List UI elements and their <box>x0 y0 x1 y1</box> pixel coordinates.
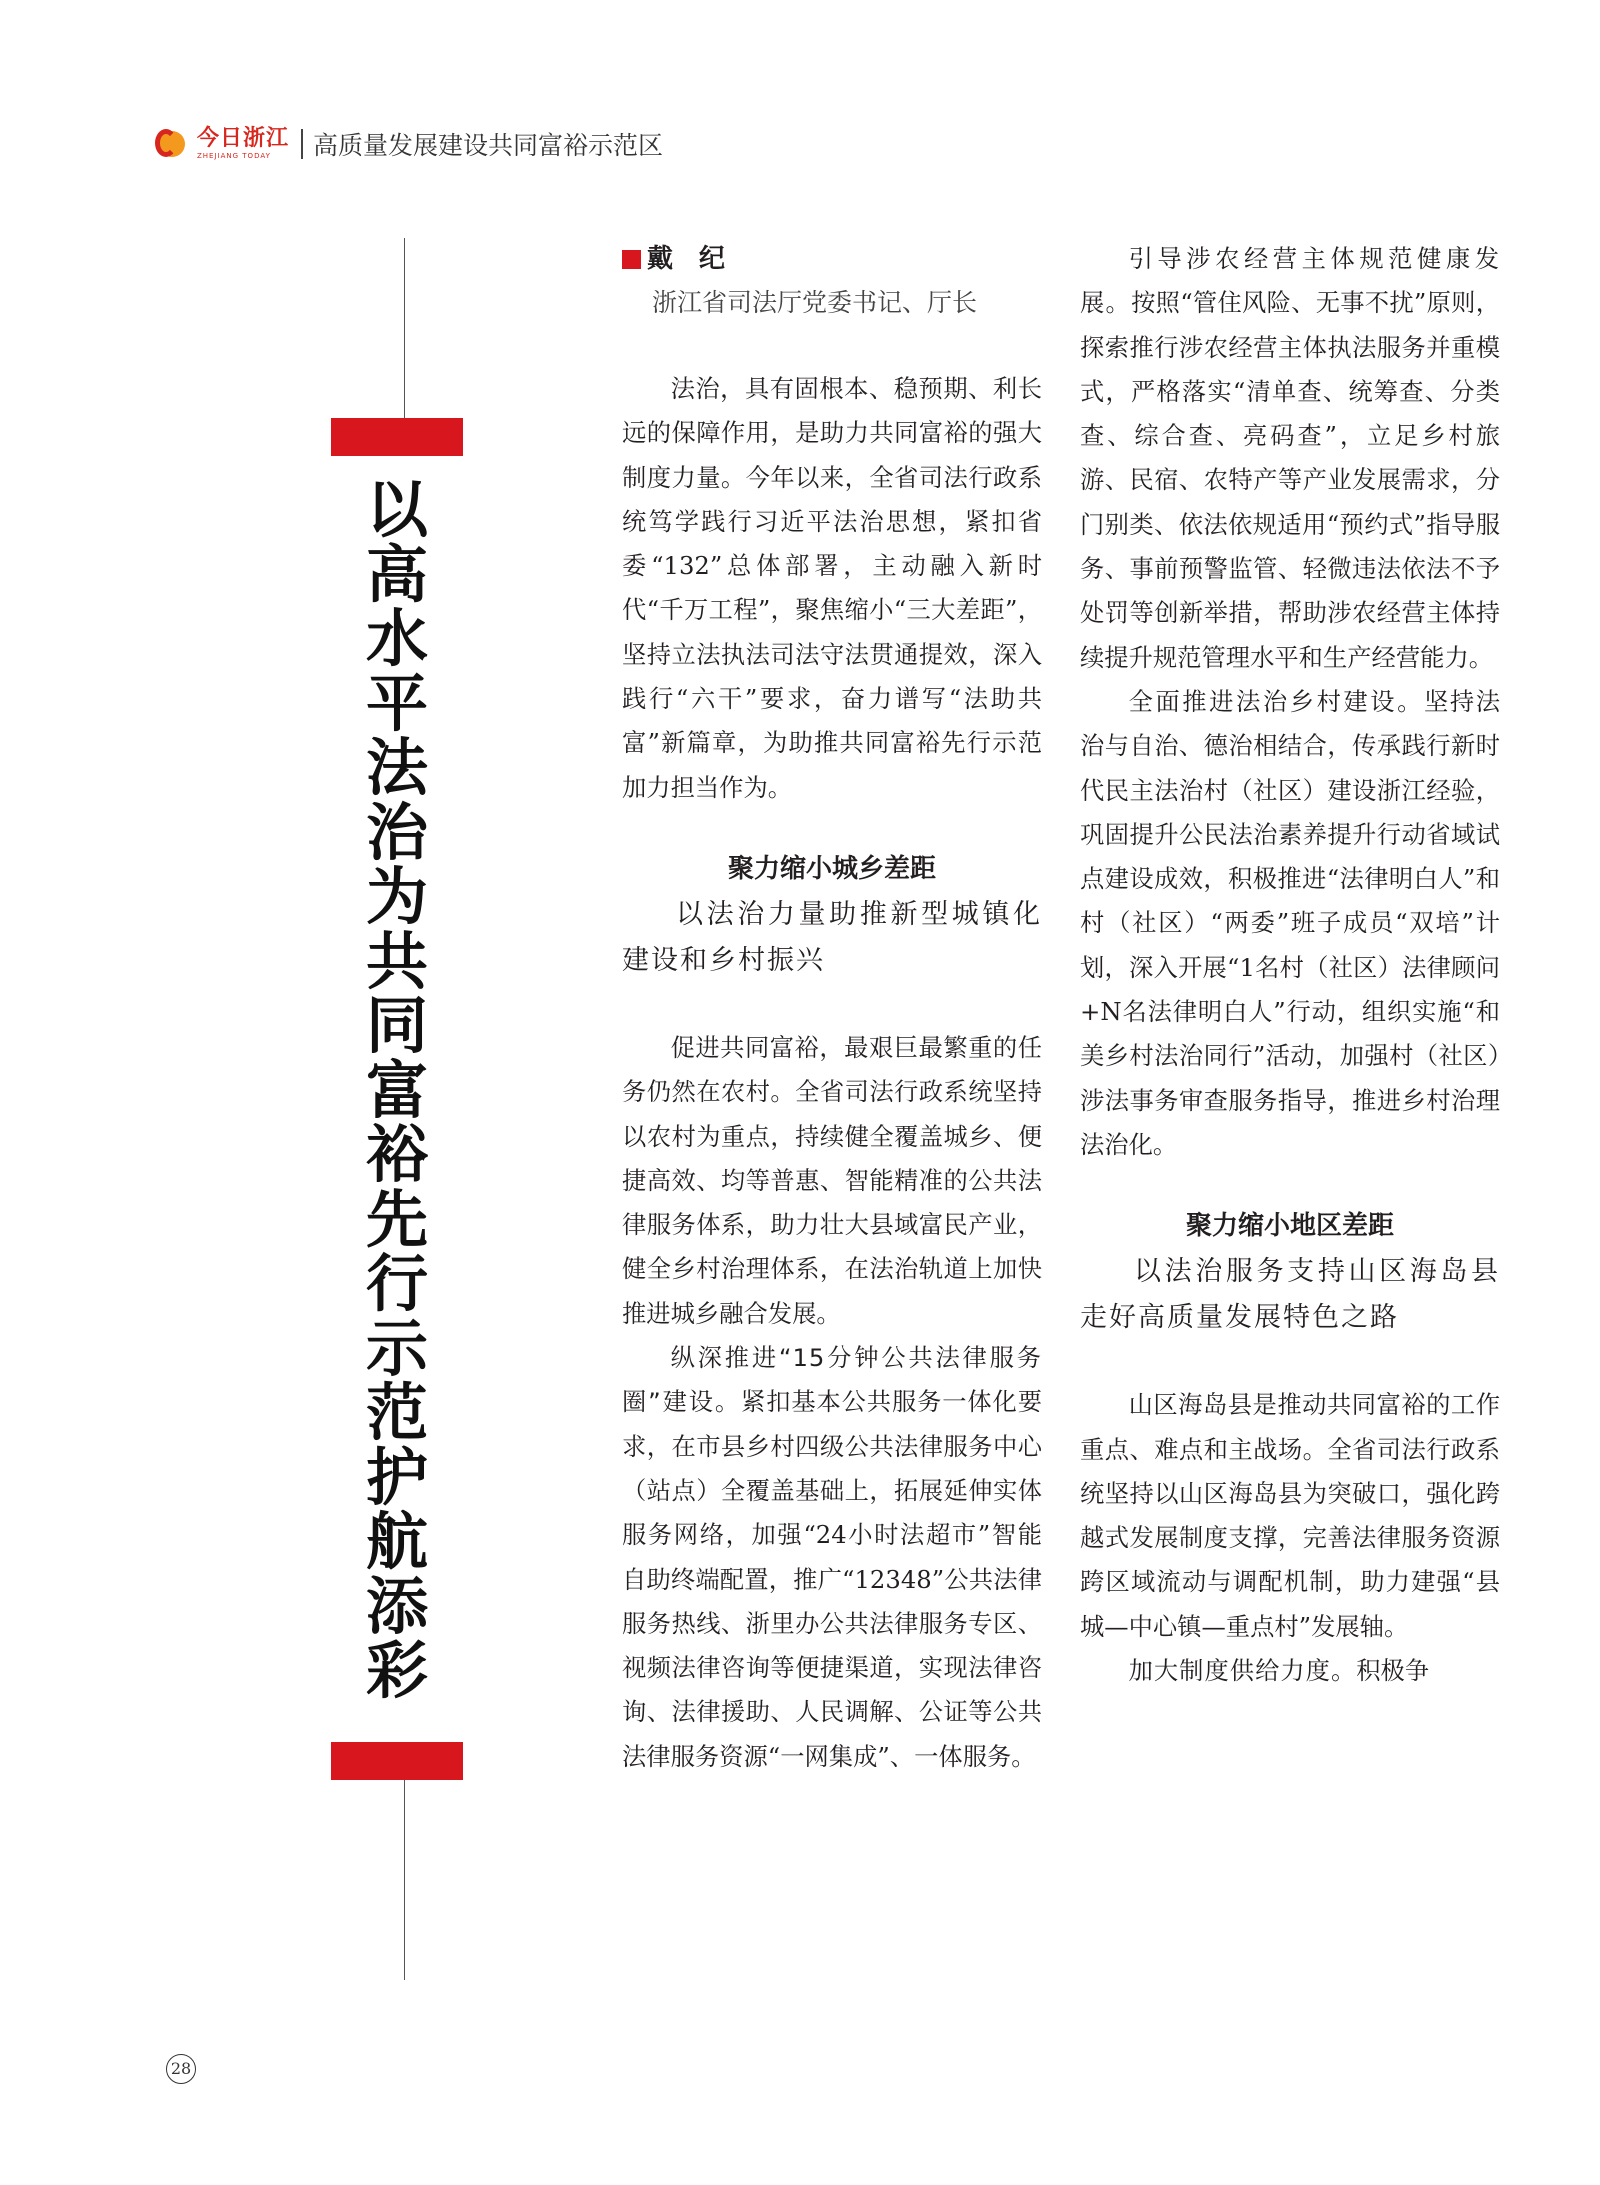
section1-paragraph-3-body: 按照“管住风险、无事不扰”原则，探索推行涉农经营主体执法服务并重模式，严格落实“清单查、统筹查、分类查、综合查、亮码查”，立足乡村旅游、民宿、农特产等产业发展需求，分门别类、依法依规适用“预约式”指导服务、事前预警监管、轻微违法依法不予处罚等创新举措，帮助涉农经营主体持续提升规范管理水平和生产经营能力。 <box>1080 288 1501 672</box>
magazine-header <box>155 120 663 168</box>
title-red-bar-bottom <box>331 1742 463 1780</box>
section1-heading: 聚力缩小城乡差距 <box>727 853 936 884</box>
article-title: 以高水平法治为共同富裕先行示范护航添彩 <box>365 473 428 1707</box>
logo-chinese-name: 今日浙江 <box>197 126 290 151</box>
author-name: 戴 纪 <box>647 244 726 274</box>
logo-english-name: ZHEJIANG TODAY <box>197 152 271 160</box>
author-red-square-icon <box>622 250 641 269</box>
page-number: 28 <box>166 2054 196 2084</box>
text-column-2 <box>1080 193 1500 1693</box>
author-line <box>622 237 1042 281</box>
section-title: 高质量发展建设共同富裕示范区 <box>313 131 664 160</box>
title-rule-top <box>404 238 405 418</box>
section2-paragraph-2-lead: 加大制度供给力度。 <box>1128 1656 1357 1686</box>
section2-paragraph-2 <box>1080 1649 1500 1693</box>
section1-paragraph-2-lead: 纵深推进“15分钟公共法律服务圈”建设。 <box>622 1343 1042 1417</box>
section2-subheading: 以法治服务支持山区海岛县走好高质量发展特色之路 <box>1080 1256 1500 1334</box>
section1-paragraph-3 <box>1080 237 1500 680</box>
text-column-1 <box>622 237 1042 1779</box>
header-divider <box>301 129 303 159</box>
title-red-bar-top <box>331 418 463 456</box>
section1-paragraph-3-lead: 引导涉农经营主体规范健康发展。 <box>1080 244 1500 318</box>
section1-subheading: 以法治力量助推新型城镇化建设和乡村振兴 <box>622 898 1042 976</box>
title-rule-bottom <box>404 1780 405 1980</box>
section1-paragraph-4-body: 坚持法治与自治、德治相结合，传承践行新时代民主法治村（社区）建设浙江经验，巩固提升公民法治素养提升行动省域试点建设成效，积极推进“法律明白人”和村（社区）“两委”班子成员“双培”计划，深入开展“1名村（社区）法律顾问+N名法律明白人”行动，组织实施“和美乡村法治同行”活动，加强村（社区）涉法事务审查服务指导，推进乡村治理法治化。 <box>1080 686 1501 1159</box>
section2-paragraph-1: 山区海岛县是推动共同富裕的工作重点、难点和主战场。全省司法行政系统坚持以山区海岛县为突破口，强化跨越式发展制度支撑，完善法律服务资源跨区域流动与调配机制，助力建强“县城—中心镇—重点村”发展轴。 <box>1080 1390 1500 1641</box>
section1-paragraph-2-body: 紧扣基本公共服务一体化要求，在市县乡村四级公共法律服务中心（站点）全覆盖基础上，拓展延伸实体服务网络，加强“24小时法超市”智能自助终端配置，推广“12348”公共法律服务热线、浙里办公共法律服务专区、视频法律咨询等便捷渠道，实现法律咨询、法律援助、人民调解、公证等公共法律服务资源“一网集成”、一体服务。 <box>622 1387 1042 1771</box>
author-title: 浙江省司法厅党委书记、厅长 <box>652 288 978 317</box>
intro-paragraph: 法治，具有固根本、稳预期、利长远的保障作用，是助力共同富裕的强大制度力量。今年以来，全省司法行政系统笃学践行习近平法治思想，紧扣省委“132”总体部署，主动融入新时代“千万工程”，聚焦缩小“三大差距”，坚持立法执法司法守法贯通提效，深入践行“六干”要求，奋力谱写“法助共富”新篇章，为助推共同富裕先行示范加力担当作为。 <box>622 374 1042 802</box>
section2-heading: 聚力缩小地区差距 <box>1185 1211 1394 1242</box>
section1-paragraph-4 <box>1080 680 1500 1167</box>
magazine-logo <box>197 128 289 160</box>
section1-paragraph-4-lead: 全面推进法治乡村建设。 <box>1128 686 1424 716</box>
section2-paragraph-2-body: 积极争 <box>1356 1656 1430 1686</box>
section1-paragraph-2 <box>622 1336 1042 1779</box>
section1-paragraph-1: 促进共同富裕，最艰巨最繁重的任务仍然在农村。全省司法行政系统坚持以农村为重点，持续健全覆盖城乡、便捷高效、均等普惠、智能精准的公共法律服务体系，助力壮大县域富民产业，健全乡村治理体系，在法治轨道上加快推进城乡融合发展。 <box>622 1032 1042 1328</box>
magazine-logo-icon <box>155 127 189 161</box>
